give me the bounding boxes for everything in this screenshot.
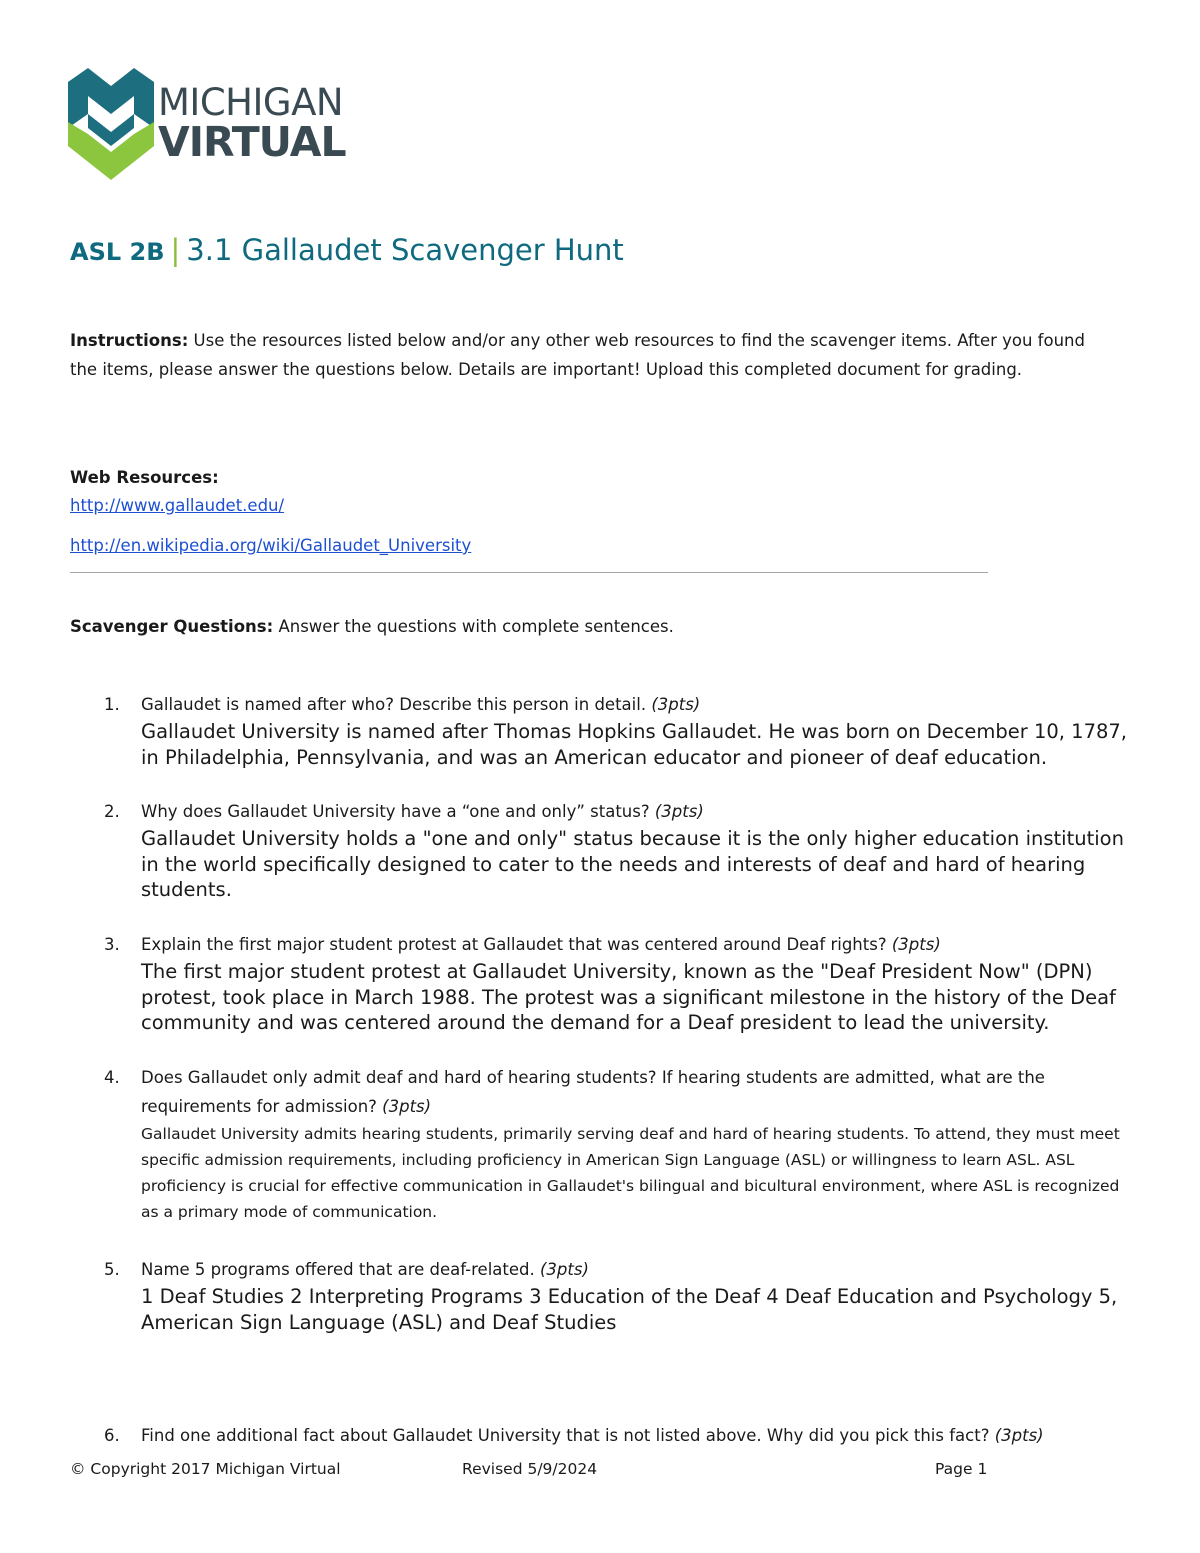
question-1 <box>104 690 1134 770</box>
lesson-title: 3.1 Gallaudet Scavenger Hunt <box>186 233 624 267</box>
instructions-label: Instructions: <box>70 331 189 350</box>
question-prompt: Why does Gallaudet University have a “one and only” status? <box>141 802 655 821</box>
logo-text-michigan: MICHIGAN <box>158 81 344 124</box>
question-number: 2. <box>104 802 120 821</box>
page-title <box>70 233 624 267</box>
footer-page-number: Page 1 <box>935 1460 988 1478</box>
question-points: (3pts) <box>891 935 941 954</box>
scavenger-text: Answer the questions with complete sentences. <box>273 617 674 636</box>
question-points: (3pts) <box>994 1426 1044 1445</box>
logo-text-virtual: VIRTUAL <box>158 118 346 166</box>
question-prompt: Name 5 programs offered that are deaf-related. <box>141 1260 540 1279</box>
question-number: 3. <box>104 935 120 954</box>
logo-m-chevron-icon <box>68 68 154 183</box>
question-points: (3pts) <box>654 802 704 821</box>
question-text <box>141 690 1134 719</box>
question-prompt: Explain the first major student protest at Gallaudet that was centered around Deaf rights? <box>141 935 892 954</box>
web-resources-label: Web Resources: <box>70 468 219 487</box>
question-text <box>141 797 1134 826</box>
question-prompt: Does Gallaudet only admit deaf and hard of hearing students? If hearing students are admitted, what are the requirements for admission? <box>141 1068 1045 1116</box>
instructions-text: Use the resources listed below and/or any other web resources to find the scavenger items. After you found the items, please answer the questions below. Details are important! Upload this completed document for grading. <box>70 331 1085 379</box>
answer-text: The first major student protest at Gallaudet University, known as the "Deaf President Now" (DPN) protest, took place in March 1988. The protest was a significant milestone in the history of the Deaf community and was centered around the demand for a Deaf president to lead the university. <box>141 960 1116 1034</box>
footer-copyright: © Copyright 2017 Michigan Virtual <box>70 1460 341 1478</box>
web-resources-heading <box>70 463 219 492</box>
question-prompt: Gallaudet is named after who? Describe this person in detail. <box>141 695 652 714</box>
question-points: (3pts) <box>651 695 701 714</box>
question-number: 6. <box>104 1426 120 1445</box>
course-code: ASL 2B <box>70 238 165 266</box>
question-points: (3pts) <box>382 1097 432 1116</box>
question-text <box>141 1421 1134 1450</box>
question-prompt: Find one additional fact about Gallaudet University that is not listed above. Why did you pick this fact? <box>141 1426 995 1445</box>
question-points: (3pts) <box>539 1260 589 1279</box>
question-6 <box>104 1421 1134 1450</box>
question-3 <box>104 930 1134 1036</box>
gallaudet-link[interactable]: http://www.gallaudet.edu/ <box>70 496 285 515</box>
question-text <box>141 1255 1134 1284</box>
question-4 <box>104 1063 1134 1225</box>
question-text <box>141 930 1134 959</box>
scavenger-label: Scavenger Questions: <box>70 617 274 636</box>
scavenger-heading <box>70 612 674 641</box>
divider <box>70 572 988 573</box>
wikipedia-link[interactable]: http://en.wikipedia.org/wiki/Gallaudet_University <box>70 536 472 555</box>
answer-text: Gallaudet University holds a "one and only" status because it is the only higher education institution in the world specifically designed to cater to the needs and interests of deaf and hard of hearing students. <box>141 827 1124 901</box>
question-text <box>141 1063 1134 1121</box>
question-5 <box>104 1255 1134 1335</box>
answer-text: Gallaudet University admits hearing students, primarily serving deaf and hard of hearing students. To attend, they must meet specific admission requirements, including proficiency in American Sign Language (ASL) or willingness to learn ASL. ASL proficiency is crucial for effective communication in Gallaudet's bilingual and bicultural environment, where ASL is recognized as a primary mode of communication. <box>141 1125 1120 1221</box>
footer-revised: Revised 5/9/2024 <box>462 1460 598 1478</box>
question-number: 1. <box>104 695 120 714</box>
question-2 <box>104 797 1134 903</box>
michigan-virtual-logo <box>68 68 368 183</box>
question-number: 4. <box>104 1068 120 1087</box>
instructions-paragraph <box>70 326 1090 384</box>
title-separator: | <box>170 233 181 267</box>
question-number: 5. <box>104 1260 120 1279</box>
answer-text: 1 Deaf Studies 2 Interpreting Programs 3 Education of the Deaf 4 Deaf Education and Psychology 5, American Sign Language (ASL) and Deaf Studies <box>141 1285 1118 1334</box>
answer-text: Gallaudet University is named after Thomas Hopkins Gallaudet. He was born on December 10, 1787, in Philadelphia, Pennsylvania, and was an American educator and pioneer of deaf education. <box>141 720 1127 769</box>
